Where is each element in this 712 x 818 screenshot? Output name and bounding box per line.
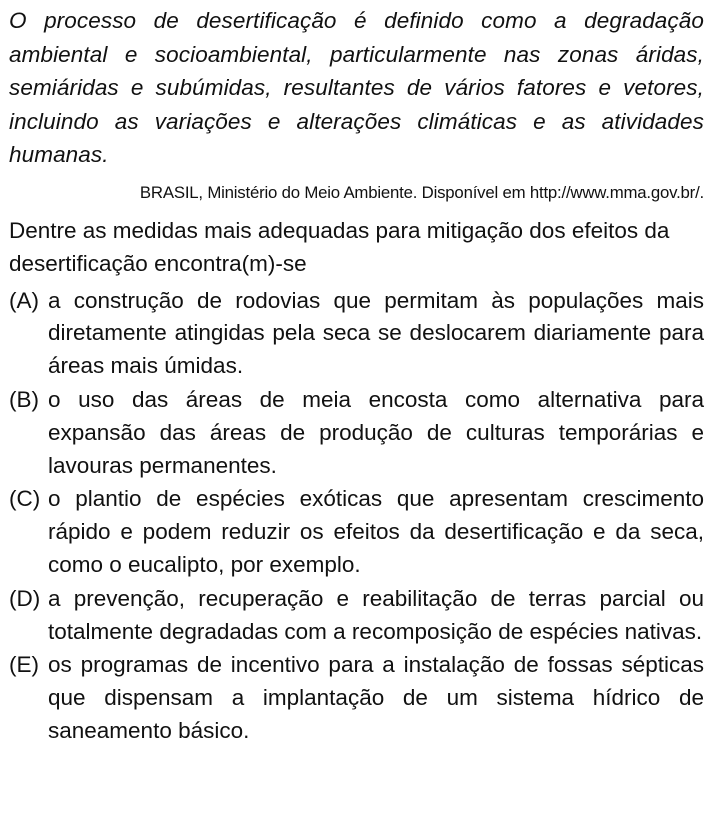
option-text: o plantio de espécies exóticas que apresentam crescimento rápido e podem reduzir os efeitos da desertificação e da seca, como o eucalipto, por exemplo. — [48, 486, 704, 577]
option-c[interactable] — [9, 483, 704, 581]
answer-options — [9, 285, 704, 748]
option-a[interactable] — [9, 285, 704, 383]
option-text: o uso das áreas de meia encosta como alternativa para expansão das áreas de produção de culturas temporárias e lavouras permanentes. — [48, 386, 704, 478]
option-e[interactable] — [9, 649, 704, 747]
question-stem: Dentre as medidas mais adequadas para mitigação dos efeitos da desertificação encontra(m)-se — [9, 217, 670, 276]
option-text: a construção de rodovias que permitam às populações mais diretamente atingidas pela seca se deslocarem diariamente para áreas mais úmidas. — [48, 287, 704, 379]
option-letter: (E) — [9, 652, 39, 678]
option-letter: (B) — [9, 386, 39, 412]
option-b[interactable] — [9, 384, 704, 482]
option-d[interactable] — [9, 583, 704, 649]
option-letter: (D) — [9, 585, 41, 611]
option-text: os programas de incentivo para a instalação de fossas sépticas que dispensam a implantação de um sistema hídrico de saneamento básico. — [48, 652, 704, 743]
option-text: a prevenção, recuperação e reabilitação de terras parcial ou totalmente degradadas com a recomposição de espécies nativas. — [48, 585, 704, 644]
source-citation: BRASIL, Ministério do Meio Ambiente. Disponível em http://www.mma.gov.br/. — [139, 182, 704, 202]
option-letter: (A) — [9, 287, 39, 313]
option-letter: (C) — [9, 486, 41, 512]
passage-text: O processo de desertificação é definido como a degradação ambiental e socioambiental, particularmente nas zonas áridas, semiáridas e subúmidas, resultantes de vários fatores e vetores, incluindo as variações e alterações climáticas e as atividades humanas. — [9, 8, 704, 168]
